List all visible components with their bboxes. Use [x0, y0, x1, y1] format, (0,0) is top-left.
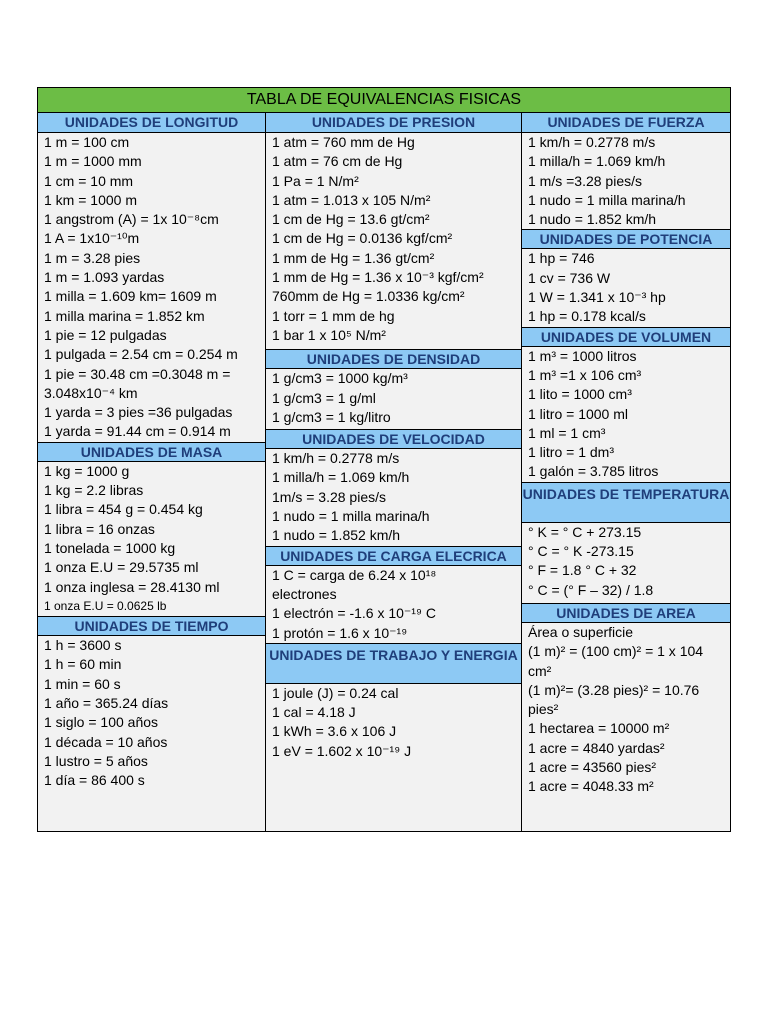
list-item: 1 tonelada = 1000 kg	[44, 539, 176, 556]
list-item: 1 libra = 454 g = 0.454 kg	[44, 501, 203, 518]
list-item: cm²	[528, 662, 552, 679]
list-item: 1 min = 60 s	[44, 675, 121, 692]
list-item: 1 hp = 746	[528, 250, 595, 267]
list-item: 1 kWh = 3.6 x 106 J	[272, 723, 397, 740]
list-item: 1 km = 1000 m	[44, 191, 137, 208]
list-item: 1 m³ =1 x 106 cm³	[528, 366, 642, 383]
list-item: 1 hectarea = 10000 m²	[528, 720, 670, 737]
list-item: ° F = 1.8 ° C + 32	[528, 562, 637, 579]
list-item: 1 km/h = 0.2778 m/s	[528, 134, 656, 150]
list-item: 1 acre = 4840 yardas²	[528, 739, 665, 756]
header-presion: UNIDADES DE PRESION	[266, 113, 521, 133]
list-item: 1 ml = 1 cm³	[528, 424, 606, 441]
list-item: 760mm de Hg = 1.0336 kg/cm²	[272, 288, 465, 305]
list-fuerza	[522, 133, 730, 229]
list-item: 1 pulgada = 2.54 cm = 0.254 m	[44, 346, 238, 363]
list-item: 1 litro = 1 dm³	[528, 444, 614, 461]
list-item: 1 electrón = -1.6 x 10⁻¹⁹ C	[272, 605, 436, 622]
header-temperatura: UNIDADES DE TEMPERATURA	[522, 482, 730, 523]
list-item: 1 kg = 1000 g	[44, 462, 130, 479]
list-item: 1 década = 10 años	[44, 733, 168, 750]
list-item: (1 m)²= (3.28 pies)² = 10.76	[528, 681, 700, 698]
list-item: 1 onza inglesa = 28.4130 ml	[44, 578, 220, 595]
list-item: 1 m = 1000 mm	[44, 153, 142, 170]
list-item: 1 m³ = 1000 litros	[528, 347, 637, 364]
list-item: 1 siglo = 100 años	[44, 714, 159, 731]
list-item: 1 atm = 1.013 x 105 N/m²	[272, 191, 431, 208]
list-item: 1 libra = 16 onzas	[44, 520, 155, 537]
list-item: 1 angstrom (A) = 1x 10⁻⁸cm	[44, 211, 219, 228]
column-middle	[266, 113, 522, 831]
list-longitud	[38, 133, 265, 442]
header-masa: UNIDADES DE MASA	[38, 442, 265, 462]
list-item: 1 joule (J) = 0.24 cal	[272, 684, 399, 701]
list-item: 1 h = 60 min	[44, 656, 122, 673]
list-item: 1 C = carga de 6.24 x 10¹⁸	[272, 566, 437, 583]
list-item: 1 m = 100 cm	[44, 134, 130, 150]
list-item: 1 cal = 4.18 J	[272, 704, 356, 721]
list-item: 1 milla = 1.609 km= 1609 m	[44, 288, 217, 305]
list-temperatura	[522, 523, 730, 600]
list-item: 1 onza E.U = 29.5735 ml	[44, 559, 199, 576]
header-velocidad: UNIDADES DE VELOCIDAD	[266, 429, 521, 449]
list-item: 1 lito = 1000 cm³	[528, 386, 632, 403]
list-item: 1m/s = 3.28 pies/s	[272, 488, 387, 505]
header-potencia: UNIDADES DE POTENCIA	[522, 229, 730, 249]
list-item: pies²	[528, 701, 559, 718]
header-tiempo: UNIDADES DE TIEMPO	[38, 616, 265, 636]
header-fuerza: UNIDADES DE FUERZA	[522, 113, 730, 133]
list-item: 1 m = 3.28 pies	[44, 249, 141, 266]
list-item: 1 W = 1.341 x 10⁻³ hp	[528, 289, 666, 306]
list-item: 1 torr = 1 mm de hg	[272, 307, 395, 324]
list-item: 1 milla/h = 1.069 km/h	[272, 469, 410, 486]
list-item: 1 milla/h = 1.069 km/h	[528, 153, 666, 170]
list-item: 1 nudo = 1 milla marina/h	[528, 191, 686, 208]
list-area	[522, 623, 730, 797]
list-item: Área o superficie	[528, 623, 634, 640]
list-presion	[266, 133, 521, 345]
header-trabajo: UNIDADES DE TRABAJO Y ENERGIA	[266, 643, 521, 684]
list-trabajo	[266, 684, 521, 761]
list-volumen	[522, 347, 730, 482]
column-left	[38, 113, 266, 831]
list-item: 3.048x10⁻⁴ km	[44, 384, 138, 401]
list-item: ° K = ° C + 273.15	[528, 523, 642, 540]
list-potencia	[522, 249, 730, 326]
list-item: 1 nudo = 1.852 km/h	[272, 527, 401, 544]
list-item: 1 mm de Hg = 1.36 gt/cm²	[272, 249, 435, 266]
list-item: 1 cv = 736 W	[528, 269, 611, 286]
header-area: UNIDADES DE AREA	[522, 603, 730, 623]
list-item: 1 bar 1 x 10⁵ N/m²	[272, 326, 386, 343]
list-item: 1 yarda = 91.44 cm = 0.914 m	[44, 423, 231, 440]
table-title: TABLA DE EQUIVALENCIAS FISICAS	[38, 88, 730, 113]
list-item: 1 galón = 3.785 litros	[528, 463, 659, 480]
list-velocidad	[266, 449, 521, 545]
list-item: 1 litro = 1000 ml	[528, 405, 628, 422]
list-item: 1 lustro = 5 años	[44, 752, 148, 769]
list-item: 1 pie = 12 pulgadas	[44, 326, 167, 343]
list-item: (1 m)² = (100 cm)² = 1 x 104	[528, 643, 704, 660]
equivalence-table	[37, 87, 731, 832]
list-item: 1 atm = 760 mm de Hg	[272, 134, 415, 150]
header-longitud: UNIDADES DE LONGITUD	[38, 113, 265, 133]
column-right	[522, 113, 730, 831]
list-item: 1 m/s =3.28 pies/s	[528, 172, 643, 189]
list-item: 1 km/h = 0.2778 m/s	[272, 450, 400, 467]
list-masa	[38, 462, 265, 616]
list-item: 1 cm de Hg = 0.0136 kgf/cm²	[272, 230, 453, 247]
list-item: 1 nudo = 1.852 km/h	[528, 211, 657, 228]
list-item: 1 día = 86 400 s	[44, 772, 145, 789]
list-item: 1 A = 1x10⁻¹⁰m	[44, 230, 140, 247]
list-item: 1 g/cm3 = 1 g/ml	[272, 389, 376, 406]
list-item: 1 nudo = 1 milla marina/h	[272, 508, 430, 525]
list-item: 1 pie = 30.48 cm =0.3048 m =	[44, 365, 231, 382]
list-tiempo	[38, 636, 265, 790]
header-densidad: UNIDADES DE DENSIDAD	[266, 349, 521, 369]
list-item: 1 protón = 1.6 x 10⁻¹⁹	[272, 624, 408, 641]
list-item: 1 onza E.U = 0.0625 lb	[44, 598, 167, 613]
header-volumen: UNIDADES DE VOLUMEN	[522, 327, 730, 347]
list-item: 1 acre = 43560 pies²	[528, 759, 657, 776]
list-item: 1 eV = 1.602 x 10⁻¹⁹ J	[272, 742, 412, 759]
list-item: 1 g/cm3 = 1 kg/litro	[272, 408, 391, 425]
list-item: 1 Pa = 1 N/m²	[272, 172, 359, 189]
list-item: 1 cm = 10 mm	[44, 172, 134, 189]
list-item: 1 cm de Hg = 13.6 gt/cm²	[272, 211, 430, 228]
list-item: 1 hp = 0.178 kcal/s	[528, 308, 646, 325]
list-item: electrones	[272, 585, 337, 602]
list-item: 1 g/cm3 = 1000 kg/m³	[272, 370, 408, 387]
list-item: ° C = ° K -273.15	[528, 543, 634, 560]
list-item: 1 acre = 4048.33 m²	[528, 778, 654, 795]
list-item: 1 año = 365.24 días	[44, 695, 169, 712]
list-item: 1 mm de Hg = 1.36 x 10⁻³ kgf/cm²	[272, 269, 484, 286]
list-item: 1 kg = 2.2 libras	[44, 482, 144, 499]
list-item: ° C = (° F – 32) / 1.8	[528, 581, 654, 598]
list-item: 1 atm = 76 cm de Hg	[272, 153, 403, 170]
list-item: 1 m = 1.093 yardas	[44, 269, 165, 286]
list-densidad	[266, 369, 521, 427]
list-item: 1 h = 3600 s	[44, 637, 122, 654]
list-item: 1 yarda = 3 pies =36 pulgadas	[44, 404, 233, 421]
header-carga: UNIDADES DE CARGA ELECRICA	[266, 546, 521, 566]
list-carga	[266, 566, 521, 643]
list-item: 1 milla marina = 1.852 km	[44, 307, 205, 324]
